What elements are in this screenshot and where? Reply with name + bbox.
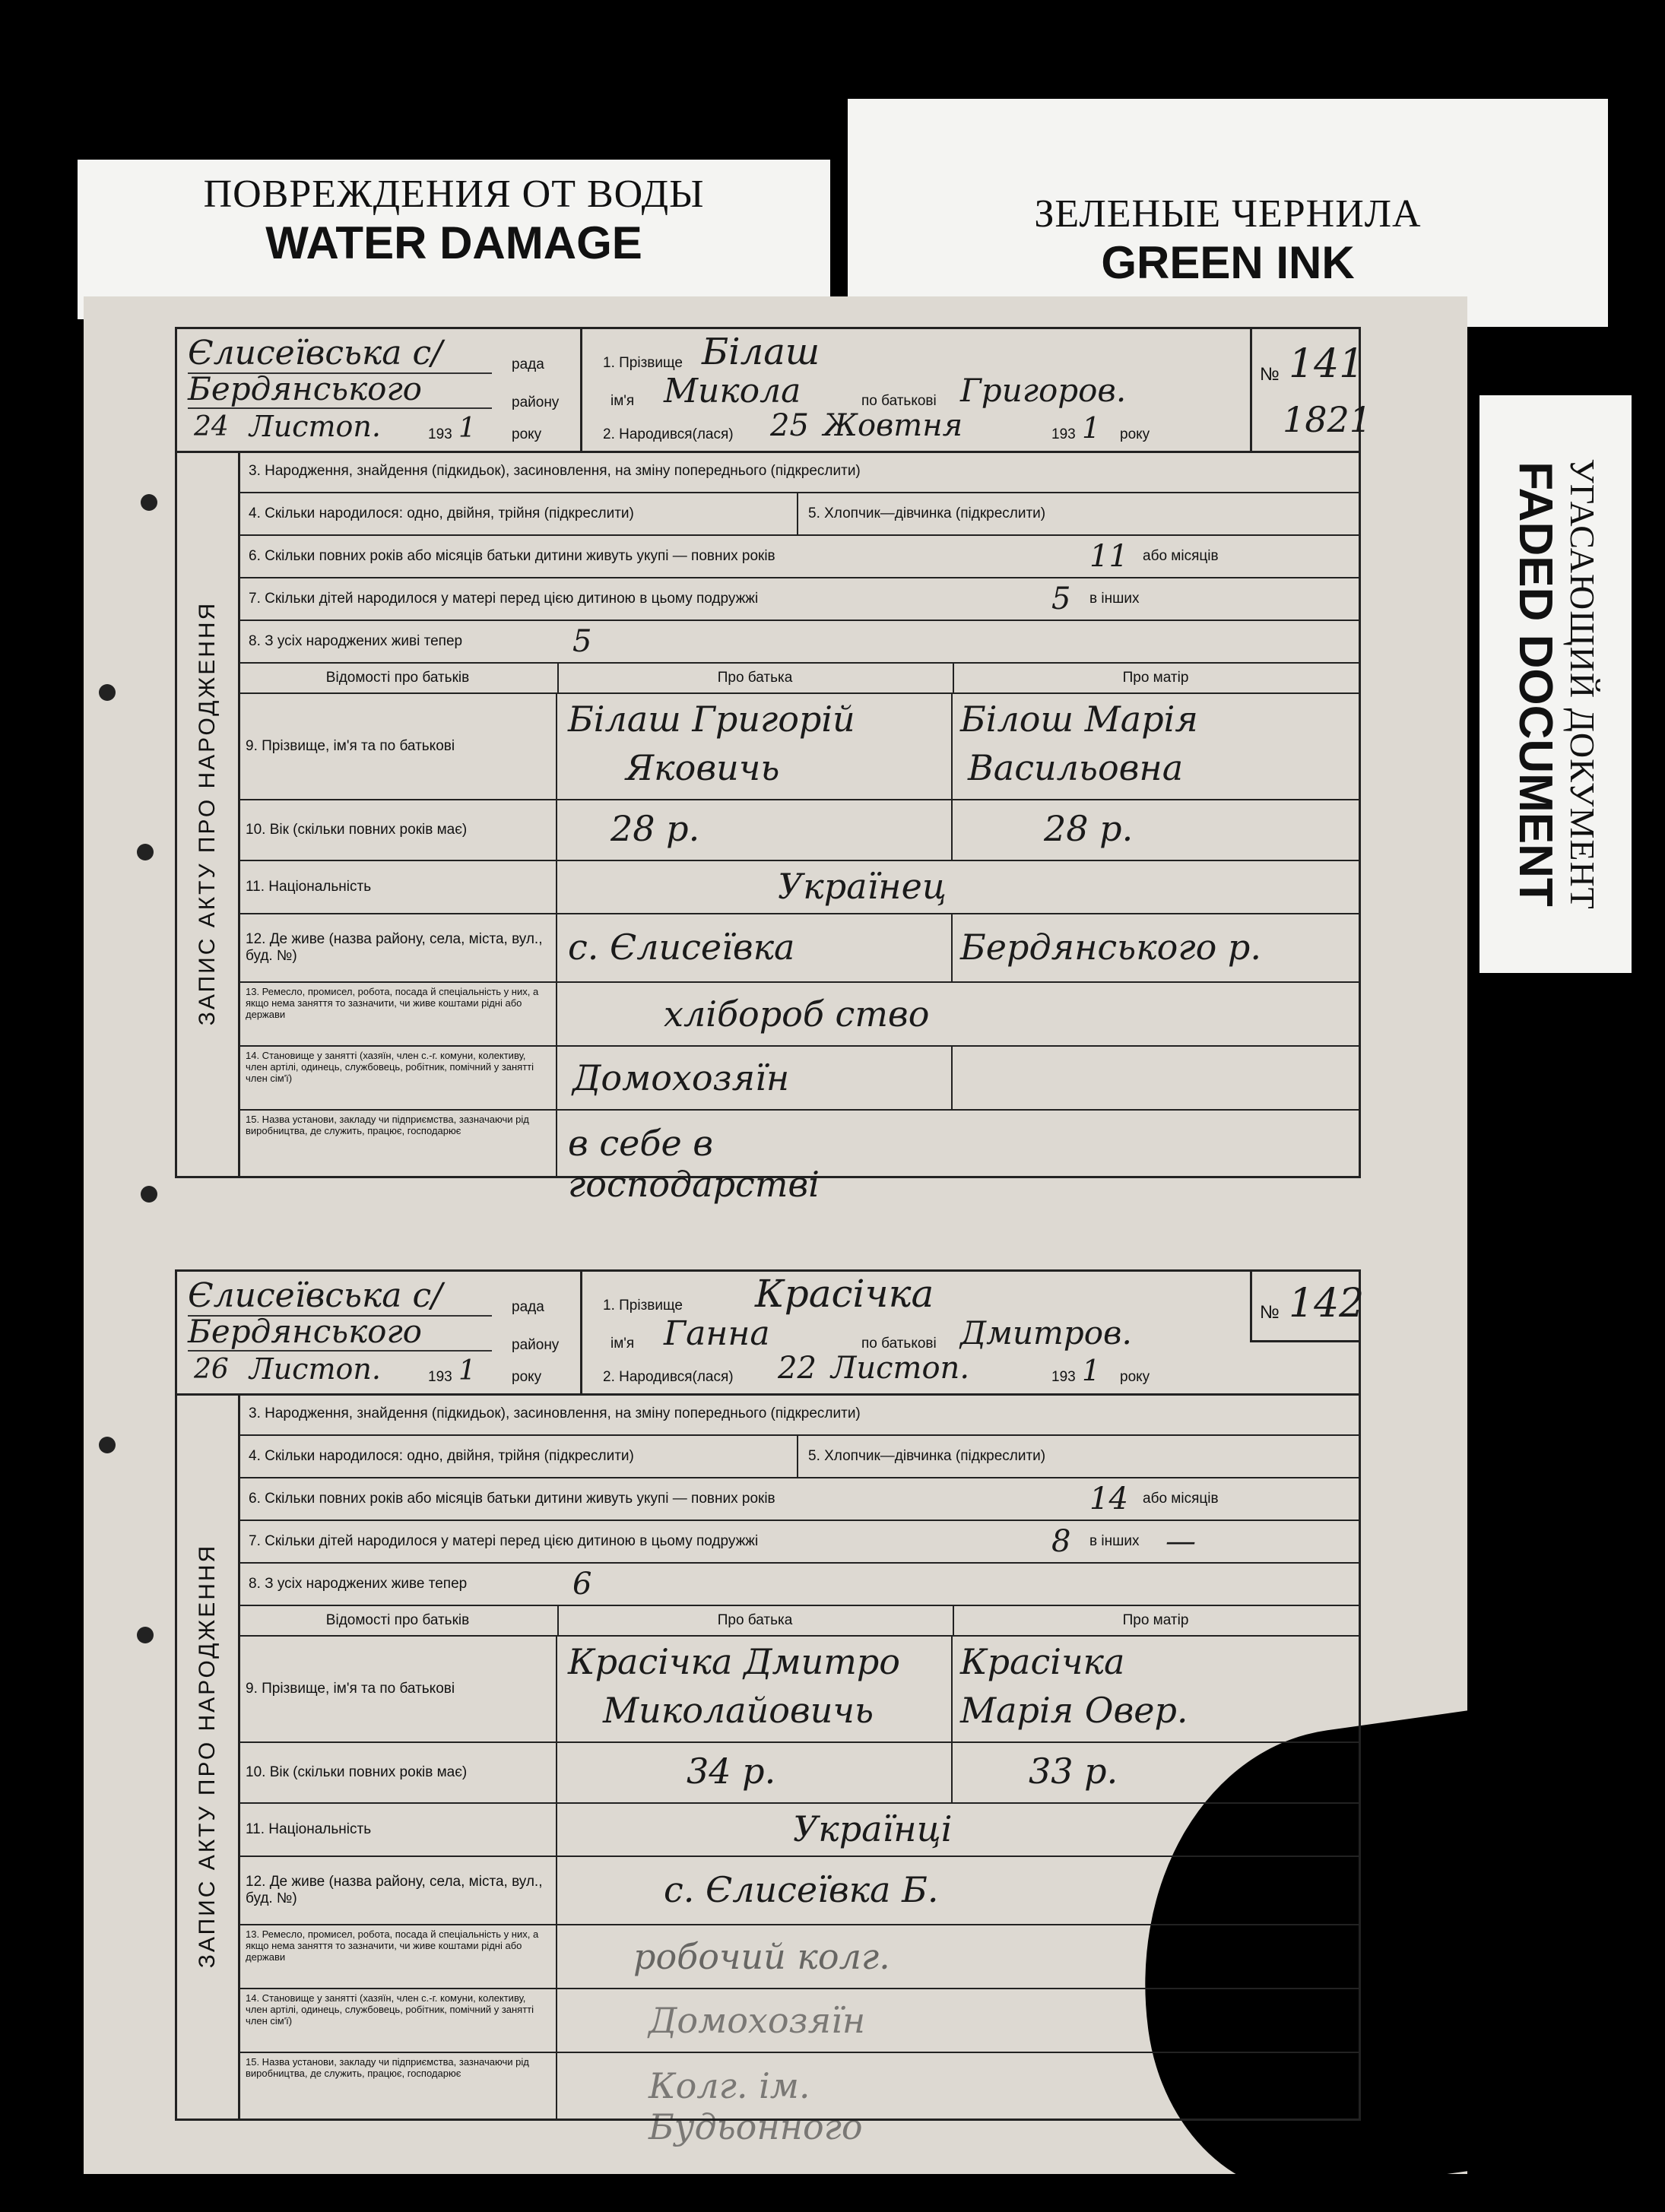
parents-info-header: Відомості про батьків	[238, 664, 559, 692]
record-extra-number: 1821	[1283, 399, 1372, 440]
mother-header: Про матір	[1122, 1612, 1189, 1628]
punch-hole	[137, 844, 154, 860]
surname-label: 1. Прізвище	[603, 1298, 683, 1314]
faded-document-label	[1479, 395, 1632, 973]
reg-day-value: 24	[194, 411, 229, 442]
row-9	[238, 1637, 1359, 1743]
name-label: ім'я	[610, 1336, 635, 1352]
workplace: в себе в господарстві	[568, 1123, 820, 1205]
mother-age: 28 р.	[1044, 808, 1134, 849]
row-3-text: 3. Народження, знайдення (підкидьок), засиновлення, на зміну попереднього (підкреслити)	[249, 463, 861, 479]
punch-hole	[137, 1627, 154, 1643]
water-damage-en: WATER DAMAGE	[265, 217, 642, 268]
mother-header: Про матір	[1122, 670, 1189, 686]
record-number-value: 142	[1289, 1281, 1365, 1326]
residence-mother: Бердянського р.	[960, 927, 1261, 968]
patronymic-value: Григоров.	[960, 372, 1127, 409]
reg-year-value: 1	[458, 413, 476, 444]
record-header	[177, 1272, 1365, 1396]
roku-label: року	[1120, 1369, 1150, 1385]
birth-day-value: 25	[770, 408, 809, 443]
punch-hole	[99, 684, 116, 701]
row-14	[238, 1047, 1359, 1111]
number-label: №	[1260, 364, 1280, 385]
registration-block	[177, 1272, 582, 1393]
side-title: ЗАПИС АКТУ ПРО НАРОДЖЕННЯ	[195, 1543, 220, 1969]
water-damage-label	[78, 160, 830, 319]
row-13	[238, 1925, 1359, 1989]
row-6-months-label: або місяців	[1143, 1491, 1219, 1507]
row-14-label: 14. Становище у занятті (хазяїн, член с.-г. комуни, колективу, член артілі, одинець, службовець, робітник, помічний у занятті член сім'ї)	[238, 1047, 557, 1109]
birth-year-value: 1	[1082, 1354, 1101, 1387]
mother-name-1: Красічка	[960, 1641, 1125, 1682]
faded-document-ru: УГАСАЮЩИЙ ДОКУМЕНТ	[1563, 458, 1602, 910]
row-4-text: 4. Скільки народилося: одно, двійня, трійня (підкреслити)	[249, 505, 634, 521]
occupation: робочий колг.	[633, 1936, 890, 1977]
row-11	[238, 861, 1359, 914]
row-3	[238, 1393, 1359, 1436]
row-11-label: 11. Національність	[238, 861, 557, 913]
row-15	[238, 1111, 1359, 1205]
side-title-block	[177, 451, 240, 1176]
row-6-value: 14	[1089, 1482, 1128, 1516]
father-name-2: Миколайовичь	[603, 1690, 874, 1731]
row-6-text: 6. Скільки повних років або місяців батьки дитини живуть укупі — повних років	[249, 1491, 775, 1507]
reg-day-value: 26	[194, 1354, 229, 1385]
father-name-1: Красічка Дмитро	[568, 1641, 900, 1682]
row-10-label: 10. Вік (скільки повних років має)	[238, 800, 557, 860]
row-10	[238, 1743, 1359, 1804]
record-number-block	[1250, 1272, 1365, 1342]
row-7-text: 7. Скільки дітей народилося у матері перед цією дитиною в цьому подружжі	[249, 591, 759, 607]
birth-day-value: 22	[778, 1351, 817, 1386]
father-name-1: Білаш Григорій	[568, 699, 855, 740]
record-header	[177, 329, 1372, 453]
workplace: Колг. ім. Будьонного	[649, 2065, 863, 2147]
green-ink-ru: ЗЕЛЕНЫЕ ЧЕРНИЛА	[1034, 192, 1422, 236]
row-8-text: 8. З усіх народжених живе тепер	[249, 1576, 468, 1592]
father-name-2: Яковичь	[626, 747, 780, 788]
green-ink-en: GREEN INK	[1101, 237, 1355, 288]
reg-year-value: 1	[458, 1355, 476, 1386]
birth-month-value: Листоп.	[831, 1351, 970, 1386]
row-6-months-label: або місяців	[1143, 548, 1219, 564]
residence: с. Єлисеївка Б.	[664, 1869, 939, 1910]
row-6	[238, 536, 1359, 578]
row-8	[238, 621, 1359, 664]
raionu-label: району	[512, 395, 560, 410]
name-label: ім'я	[610, 393, 635, 409]
row-10-label: 10. Вік (скільки повних років має)	[238, 1743, 557, 1802]
district-value: Бердянського	[188, 1313, 492, 1352]
parents-header	[238, 1606, 1359, 1637]
occupation: хлібороб ство	[664, 993, 930, 1035]
row-8-text: 8. З усіх народжених живі тепер	[249, 633, 463, 649]
surname-value: Красічка	[755, 1272, 934, 1316]
side-title: ЗАПИС АКТУ ПРО НАРОДЖЕННЯ	[195, 601, 220, 1026]
birth-record-2	[175, 1269, 1365, 2147]
green-ink-label	[848, 99, 1608, 327]
row-13-label: 13. Ремесло, промисел, робота, посада й спеціальність у них, а якщо нема заняття то зазначити, чи живе коштами рідні або держави	[238, 1925, 557, 1988]
row-12	[238, 914, 1359, 983]
father-header: Про батька	[557, 664, 954, 692]
row-15	[238, 2053, 1359, 2147]
nationality: Українці	[793, 1808, 953, 1849]
roku-label: року	[1120, 426, 1150, 442]
row-3-text: 3. Народження, знайдення (підкидьок), засиновлення, на зміну попереднього (підкреслити)	[249, 1405, 861, 1421]
row-5-text: 5. Хлопчик—дівчинка (підкреслити)	[808, 505, 1046, 521]
mother-name-2: Васильовна	[968, 747, 1184, 788]
surname-value: Білаш	[702, 331, 820, 373]
year-prefix: 193	[1051, 426, 1076, 442]
row-3	[238, 451, 1359, 493]
row-15-label: 15. Назва установи, закладу чи підприємства, зазначаючи рід виробництва, де служить, працює, господарює	[238, 1111, 557, 1176]
row-6	[238, 1478, 1359, 1521]
row-7-value: 5	[1051, 582, 1071, 616]
mother-name-1: Білош Марія	[960, 699, 1198, 740]
row-11-label: 11. Національність	[238, 1804, 557, 1855]
patronymic-label: по батькові	[861, 393, 937, 409]
row-9-label: 9. Прізвище, ім'я та по батькові	[238, 694, 557, 799]
village-value: Єлисеївська с/	[188, 1276, 492, 1317]
parents-info-header: Відомості про батьків	[238, 1606, 559, 1635]
punch-hole	[141, 1186, 157, 1203]
father-age: 34 р.	[687, 1751, 776, 1792]
rada-label: рада	[512, 1299, 544, 1315]
birth-year-value: 1	[1082, 411, 1101, 445]
row-9-label: 9. Прізвище, ім'я та по батькові	[238, 1637, 557, 1741]
row-7-text: 7. Скільки дітей народилося у матері перед цією дитиною в цьому подружжі	[249, 1533, 759, 1549]
punch-hole	[141, 494, 157, 511]
patronymic-value: Дмитров.	[960, 1314, 1132, 1352]
father-age: 28 р.	[610, 808, 700, 849]
row-12-label: 12. Де живе (назва району, села, міста, вул., буд. №)	[238, 1857, 557, 1924]
born-label: 2. Народився(лася)	[603, 426, 734, 442]
birth-record-1	[175, 327, 1372, 1205]
village-value: Єлисеївська с/	[188, 334, 492, 374]
rada-label: рада	[512, 357, 544, 372]
row-7-other-label: в інших	[1089, 1533, 1140, 1549]
punch-hole	[99, 1437, 116, 1453]
row-8	[238, 1564, 1359, 1606]
reg-month-value: Листоп.	[249, 410, 381, 443]
reg-month-value: Листоп.	[249, 1352, 381, 1386]
roku-label: року	[512, 1369, 542, 1385]
record-number-value: 141	[1289, 341, 1365, 387]
year-prefix: 193	[1051, 1369, 1076, 1385]
row-4-5	[238, 1436, 1359, 1478]
row-13-label: 13. Ремесло, промисел, робота, посада й спеціальність у них, а якщо нема заняття то зазначити, чи живе коштами рідні або держави	[238, 983, 557, 1045]
record-rows	[238, 1393, 1359, 2147]
name-value: Микола	[664, 372, 801, 410]
row-15-label: 15. Назва установи, закладу чи підприємства, зазначаючи рід виробництва, де служить, працює, господарює	[238, 2053, 557, 2119]
row-13	[238, 983, 1359, 1047]
row-7	[238, 578, 1359, 621]
residence-father: с. Єлисеївка	[568, 927, 795, 968]
birth-month-value: Жовтня	[823, 408, 963, 443]
row-6-value: 11	[1089, 539, 1128, 574]
row-12-label: 12. Де живе (назва району, села, міста, вул., буд. №)	[238, 914, 557, 981]
surname-label: 1. Прізвище	[603, 355, 683, 371]
row-12	[238, 1857, 1359, 1925]
raionu-label: району	[512, 1337, 560, 1353]
name-value: Ганна	[664, 1314, 770, 1353]
row-8-value: 5	[572, 624, 592, 659]
district-value: Бердянського	[188, 370, 492, 409]
nationality: Українец	[778, 866, 947, 907]
faded-document-en: FADED DOCUMENT	[1509, 461, 1562, 907]
year-prefix: 193	[428, 1369, 452, 1385]
row-8-value: 6	[572, 1567, 592, 1602]
record-number-block	[1250, 329, 1372, 451]
status: Домохозяїн	[572, 1057, 790, 1098]
patronymic-label: по батькові	[861, 1336, 937, 1352]
mother-age: 33 р.	[1029, 1751, 1118, 1792]
row-11	[238, 1804, 1359, 1857]
row-6-text: 6. Скільки повних років або місяців батьки дитини живуть укупі — повних років	[249, 548, 775, 564]
water-damage-ru: ПОВРЕЖДЕНИЯ ОТ ВОДЫ	[203, 173, 705, 216]
row-7-other-label: в інших	[1089, 591, 1140, 607]
father-header: Про батька	[557, 1606, 954, 1635]
number-label: №	[1260, 1302, 1280, 1323]
row-7	[238, 1521, 1359, 1564]
mother-name-2: Марія Овер.	[960, 1690, 1188, 1731]
parents-header	[238, 664, 1359, 694]
status: Домохозяїн	[649, 2000, 866, 2041]
row-14-label: 14. Становище у занятті (хазяїн, член с.-г. комуни, колективу, член артілі, одинець, службовець, робітник, помічний у занятті член сім'ї)	[238, 1989, 557, 2052]
row-9	[238, 694, 1359, 800]
record-rows	[238, 451, 1359, 1205]
side-title-block	[177, 1393, 240, 2119]
row-7-value: 8	[1051, 1524, 1071, 1559]
year-prefix: 193	[428, 426, 452, 442]
row-5-text: 5. Хлопчик—дівчинка (підкреслити)	[808, 1448, 1046, 1464]
roku-label: року	[512, 426, 542, 442]
registration-block	[177, 329, 582, 451]
row-4-5	[238, 493, 1359, 536]
row-10	[238, 800, 1359, 861]
row-14	[238, 1989, 1359, 2053]
row-4-text: 4. Скільки народилося: одно, двійня, трійня (підкреслити)	[249, 1448, 634, 1464]
born-label: 2. Народився(лася)	[603, 1369, 734, 1385]
row-7-other-value: —	[1166, 1524, 1196, 1559]
